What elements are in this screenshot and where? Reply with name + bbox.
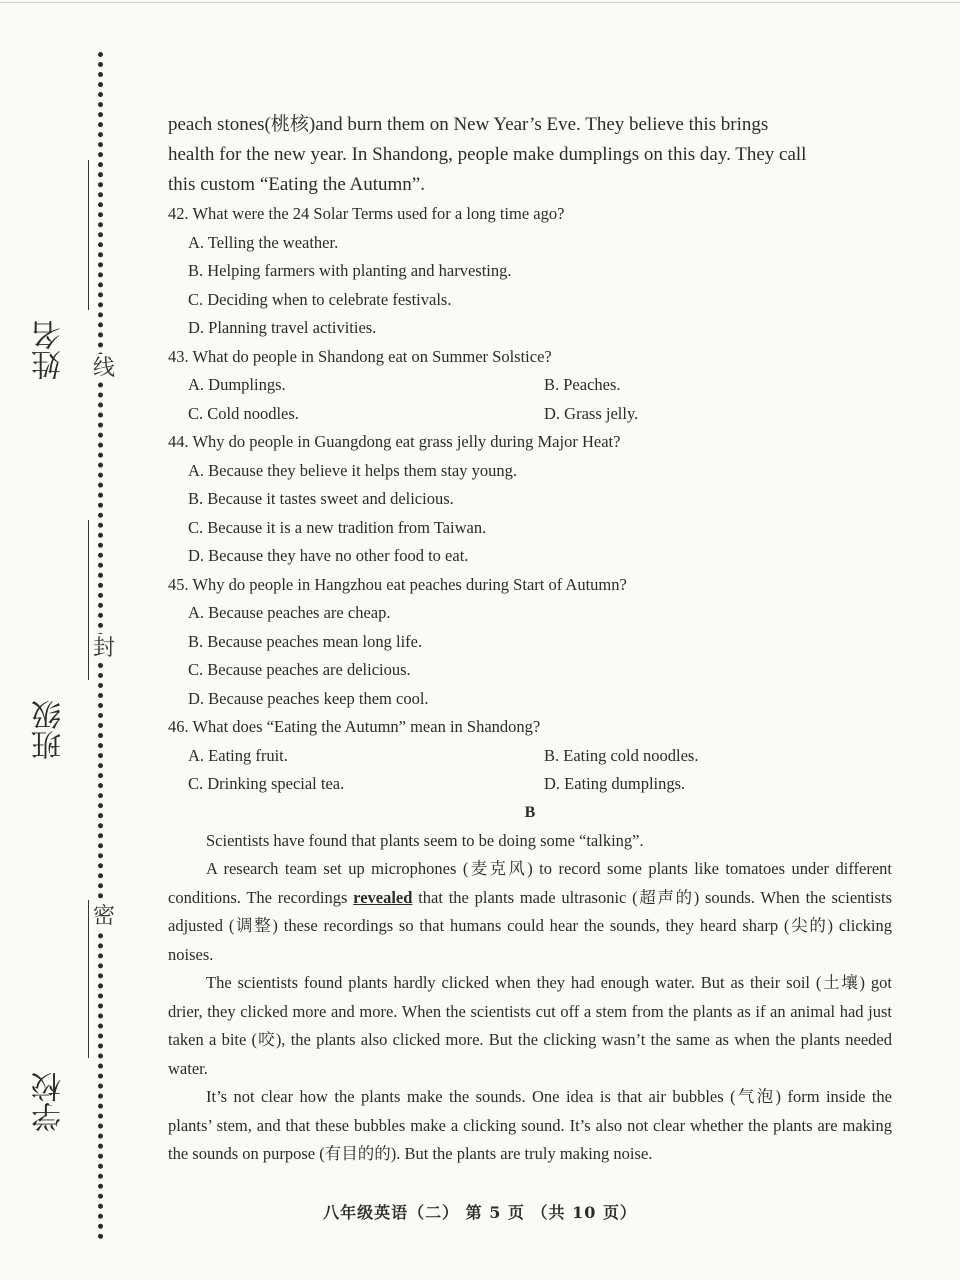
section-b-heading: B — [524, 803, 536, 821]
question-stem: 46. What does “Eating the Autumn” mean in Shandong? — [168, 717, 541, 736]
option-c[interactable]: C. Because it is a new tradition from Taiwan. — [188, 517, 487, 537]
option-b[interactable]: B. Helping farmers with planting and harvesting. — [188, 261, 512, 280]
school-label: 学校 — [33, 1072, 66, 1132]
option-b[interactable]: B. Eating cold noodles. — [544, 745, 699, 765]
article-paragraph-1: Scientists have found that plants seem to be doing some “talking”. — [206, 830, 644, 850]
article-paragraph-2 — [168, 855, 892, 969]
question-46 — [168, 713, 892, 799]
class-field[interactable] — [30, 520, 70, 760]
option-a[interactable]: A. Because peaches are cheap. — [188, 603, 391, 622]
option-c[interactable]: C. Cold noodles. — [188, 403, 299, 423]
option-a[interactable]: A. Because they believe it helps them stay young. — [188, 460, 518, 480]
question-stem: 42. What were the 24 Solar Terms used for a long time ago? — [168, 204, 565, 223]
option-d[interactable]: D. Grass jelly. — [544, 403, 639, 423]
key-word-revealed: revealed — [353, 887, 413, 907]
school-underline — [88, 900, 89, 1058]
question-stem: 44. Why do people in Guangdong eat grass jelly during Major Heat? — [168, 432, 621, 451]
top-edge-line — [0, 2, 960, 3]
option-c[interactable]: C. Because peaches are delicious. — [188, 660, 411, 679]
passage-line: peach stones(桃核)and burn them on New Year’s Eve. They believe this brings — [168, 114, 769, 135]
option-b[interactable]: B. Peaches. — [544, 375, 621, 394]
question-42 — [168, 200, 892, 343]
name-underline — [88, 160, 89, 310]
paragraph-text: A research team set up microphones (麦克风) to record some plants like tomatoes under different conditions. The recordings — [168, 859, 892, 907]
question-45 — [168, 571, 892, 714]
name-label: 姓名 — [33, 320, 66, 380]
class-underline — [88, 520, 89, 680]
option-a[interactable]: A. Dumplings. — [188, 375, 286, 394]
question-44 — [168, 428, 892, 571]
cut-mark-feng: 封 — [90, 634, 118, 662]
option-d[interactable]: D. Because they have no other food to eat. — [188, 546, 469, 565]
question-stem: 43. What do people in Shandong eat on Summer Solstice? — [168, 346, 552, 366]
option-c[interactable]: C. Deciding when to celebrate festivals. — [188, 289, 452, 309]
cut-mark-mi: 密 — [90, 902, 118, 930]
question-43 — [168, 343, 892, 429]
article-paragraph-4: It’s not clear how the plants make the sounds. One idea is that air bubbles (气泡) form inside the plants’ stem, and that these bubbles make a clicking sound. It’s also not clear whether the plants are making the sounds on purpose (有目的的). But the plants are truly making noise. — [168, 1087, 892, 1163]
page-footer: 八年级英语（二） 第 5 页 （共 10 页） — [323, 1203, 637, 1222]
option-b[interactable]: B. Because peaches mean long life. — [188, 631, 423, 651]
name-field[interactable] — [30, 150, 70, 380]
article-paragraph-3: The scientists found plants hardly clicked when they had enough water. But as their soil (土壤) got drier, they clicked more and more. When the scientists cut off a stem from the plants as if an animal had just taken a bite (咬), the plants also clicked more. But the clicking wasn’t the same as when the plants needed water. — [168, 973, 892, 1078]
exam-content — [168, 110, 892, 1169]
option-a[interactable]: A. Eating fruit. — [188, 745, 288, 765]
paragraph-text: that the plants made ultrasonic (超声的) sounds. When the scientists adjusted (调整) these recordings so that humans could hear the sounds, they heard sharp (尖的) clicking noises. — [168, 887, 892, 964]
option-d[interactable]: D. Planning travel activities. — [188, 318, 377, 337]
option-d[interactable]: D. Because peaches keep them cool. — [188, 688, 429, 708]
class-label: 班级 — [33, 700, 66, 760]
option-a[interactable]: A. Telling the weather. — [188, 232, 339, 252]
passage-line: this custom “Eating the Autumn”. — [168, 174, 425, 195]
question-stem: 45. Why do people in Hangzhou eat peaches during Start of Autumn? — [168, 574, 627, 594]
option-c[interactable]: C. Drinking special tea. — [188, 774, 345, 793]
cut-mark-xian: 线 — [90, 354, 118, 382]
passage-line: health for the new year. In Shandong, people make dumplings on this day. They call — [168, 144, 807, 165]
school-field[interactable] — [30, 900, 70, 1132]
option-d[interactable]: D. Eating dumplings. — [544, 774, 686, 793]
option-b[interactable]: B. Because it tastes sweet and delicious. — [188, 489, 454, 508]
